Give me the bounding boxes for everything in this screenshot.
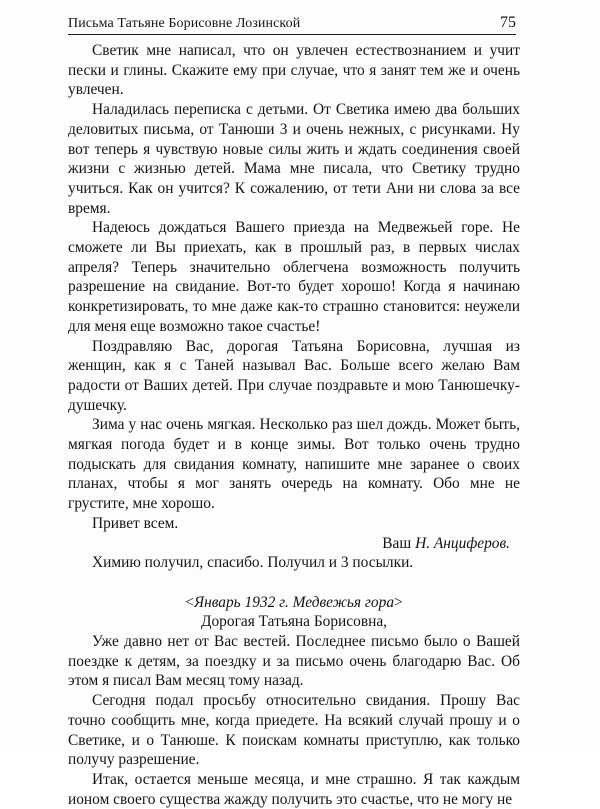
- postscript: Химию получил, спасибо. Получил и 3 посылки.: [92, 554, 414, 572]
- body-text: [68, 41, 520, 809]
- paragraph: Сегодня подал просьбу относительно свидания. Прошу Вас точно сообщить мне, когда приедете. На всякий случай прошу и о Светике, и о Танюше. К поискам комнаты приступлю, как только получу разрешение.: [68, 692, 520, 769]
- paragraph: Привет всем.: [92, 514, 179, 532]
- running-head: [68, 14, 516, 34]
- letter-heading: [68, 593, 520, 613]
- heading-date-place: Январь 1932 г. Медвежья гора: [193, 593, 395, 611]
- paragraph: Итак, остается меньше месяца, и мне страшно. Я так каждым ионом своего существа жажду получить это счастье, что не могу не: [68, 771, 520, 808]
- paragraph: Надеюсь дождаться Вашего приезда на Медвежьей горе. Не сможете ли Вы приехать, как в прошлый раз, в первых числах апреля? Теперь значительно облегчена возможность получить разрешение на свидание. Вот-то будет хорошо! Когда я начинаю конкретизировать, то мне даже как-то страшно становится: неужели для меня еще возможно такое счастье!: [68, 219, 520, 335]
- heading-open-bracket: <: [185, 593, 194, 611]
- heading-close-bracket: >: [394, 593, 403, 611]
- paragraph: Наладилась переписка с детьми. От Светика имею два больших деловитых письма, от Танюши 3 и очень нежных, с рисунками. Ну вот теперь я чувствую новые силы жить и ждать соединения своей жизни с жизнью детей. Мама мне писала, что Светику трудно учиться. Как он учится? К сожалению, от тети Ани ни слова за все время.: [68, 101, 520, 217]
- signature-name: Н. Анциферов.: [415, 534, 510, 552]
- paragraph: Светик мне написал, что он увлечен естествознанием и учит пески и глины. Скажите ему при случае, что я занят тем же и очень увлечен.: [68, 42, 520, 99]
- paragraph: Уже давно нет от Вас вестей. Последнее письмо было о Вашей поездке к детям, за поездку и за письмо очень благодарю Вас. Об этом я писал Вам месяц тому назад.: [68, 633, 520, 690]
- paragraph: Поздравляю Вас, дорогая Татьяна Борисовна, лучшая из женщин, как я с Таней называл Вас. Больше всего желаю Вам радости от Ваших детей. При случае поздравьте и мою Танюшечку-душечку.: [68, 337, 520, 414]
- signature: [68, 534, 520, 554]
- signature-prefix: Ваш: [382, 534, 416, 552]
- page-number: 75: [500, 14, 516, 31]
- running-title: Письма Татьяне Борисовне Лозинской: [68, 16, 301, 31]
- salutation: Дорогая Татьяна Борисовна,: [200, 613, 388, 631]
- header-rule: [68, 34, 516, 35]
- paragraph: Зима у нас очень мягкая. Несколько раз шел дождь. Может быть, мягкая погода будет и в конце зимы. Вот только очень трудно подыскать для свидания комнату, напишите мне заранее о своих планах, чтобы я мог занять очередь на комнату. Обо мне не грустите, мне хорошо.: [68, 416, 520, 513]
